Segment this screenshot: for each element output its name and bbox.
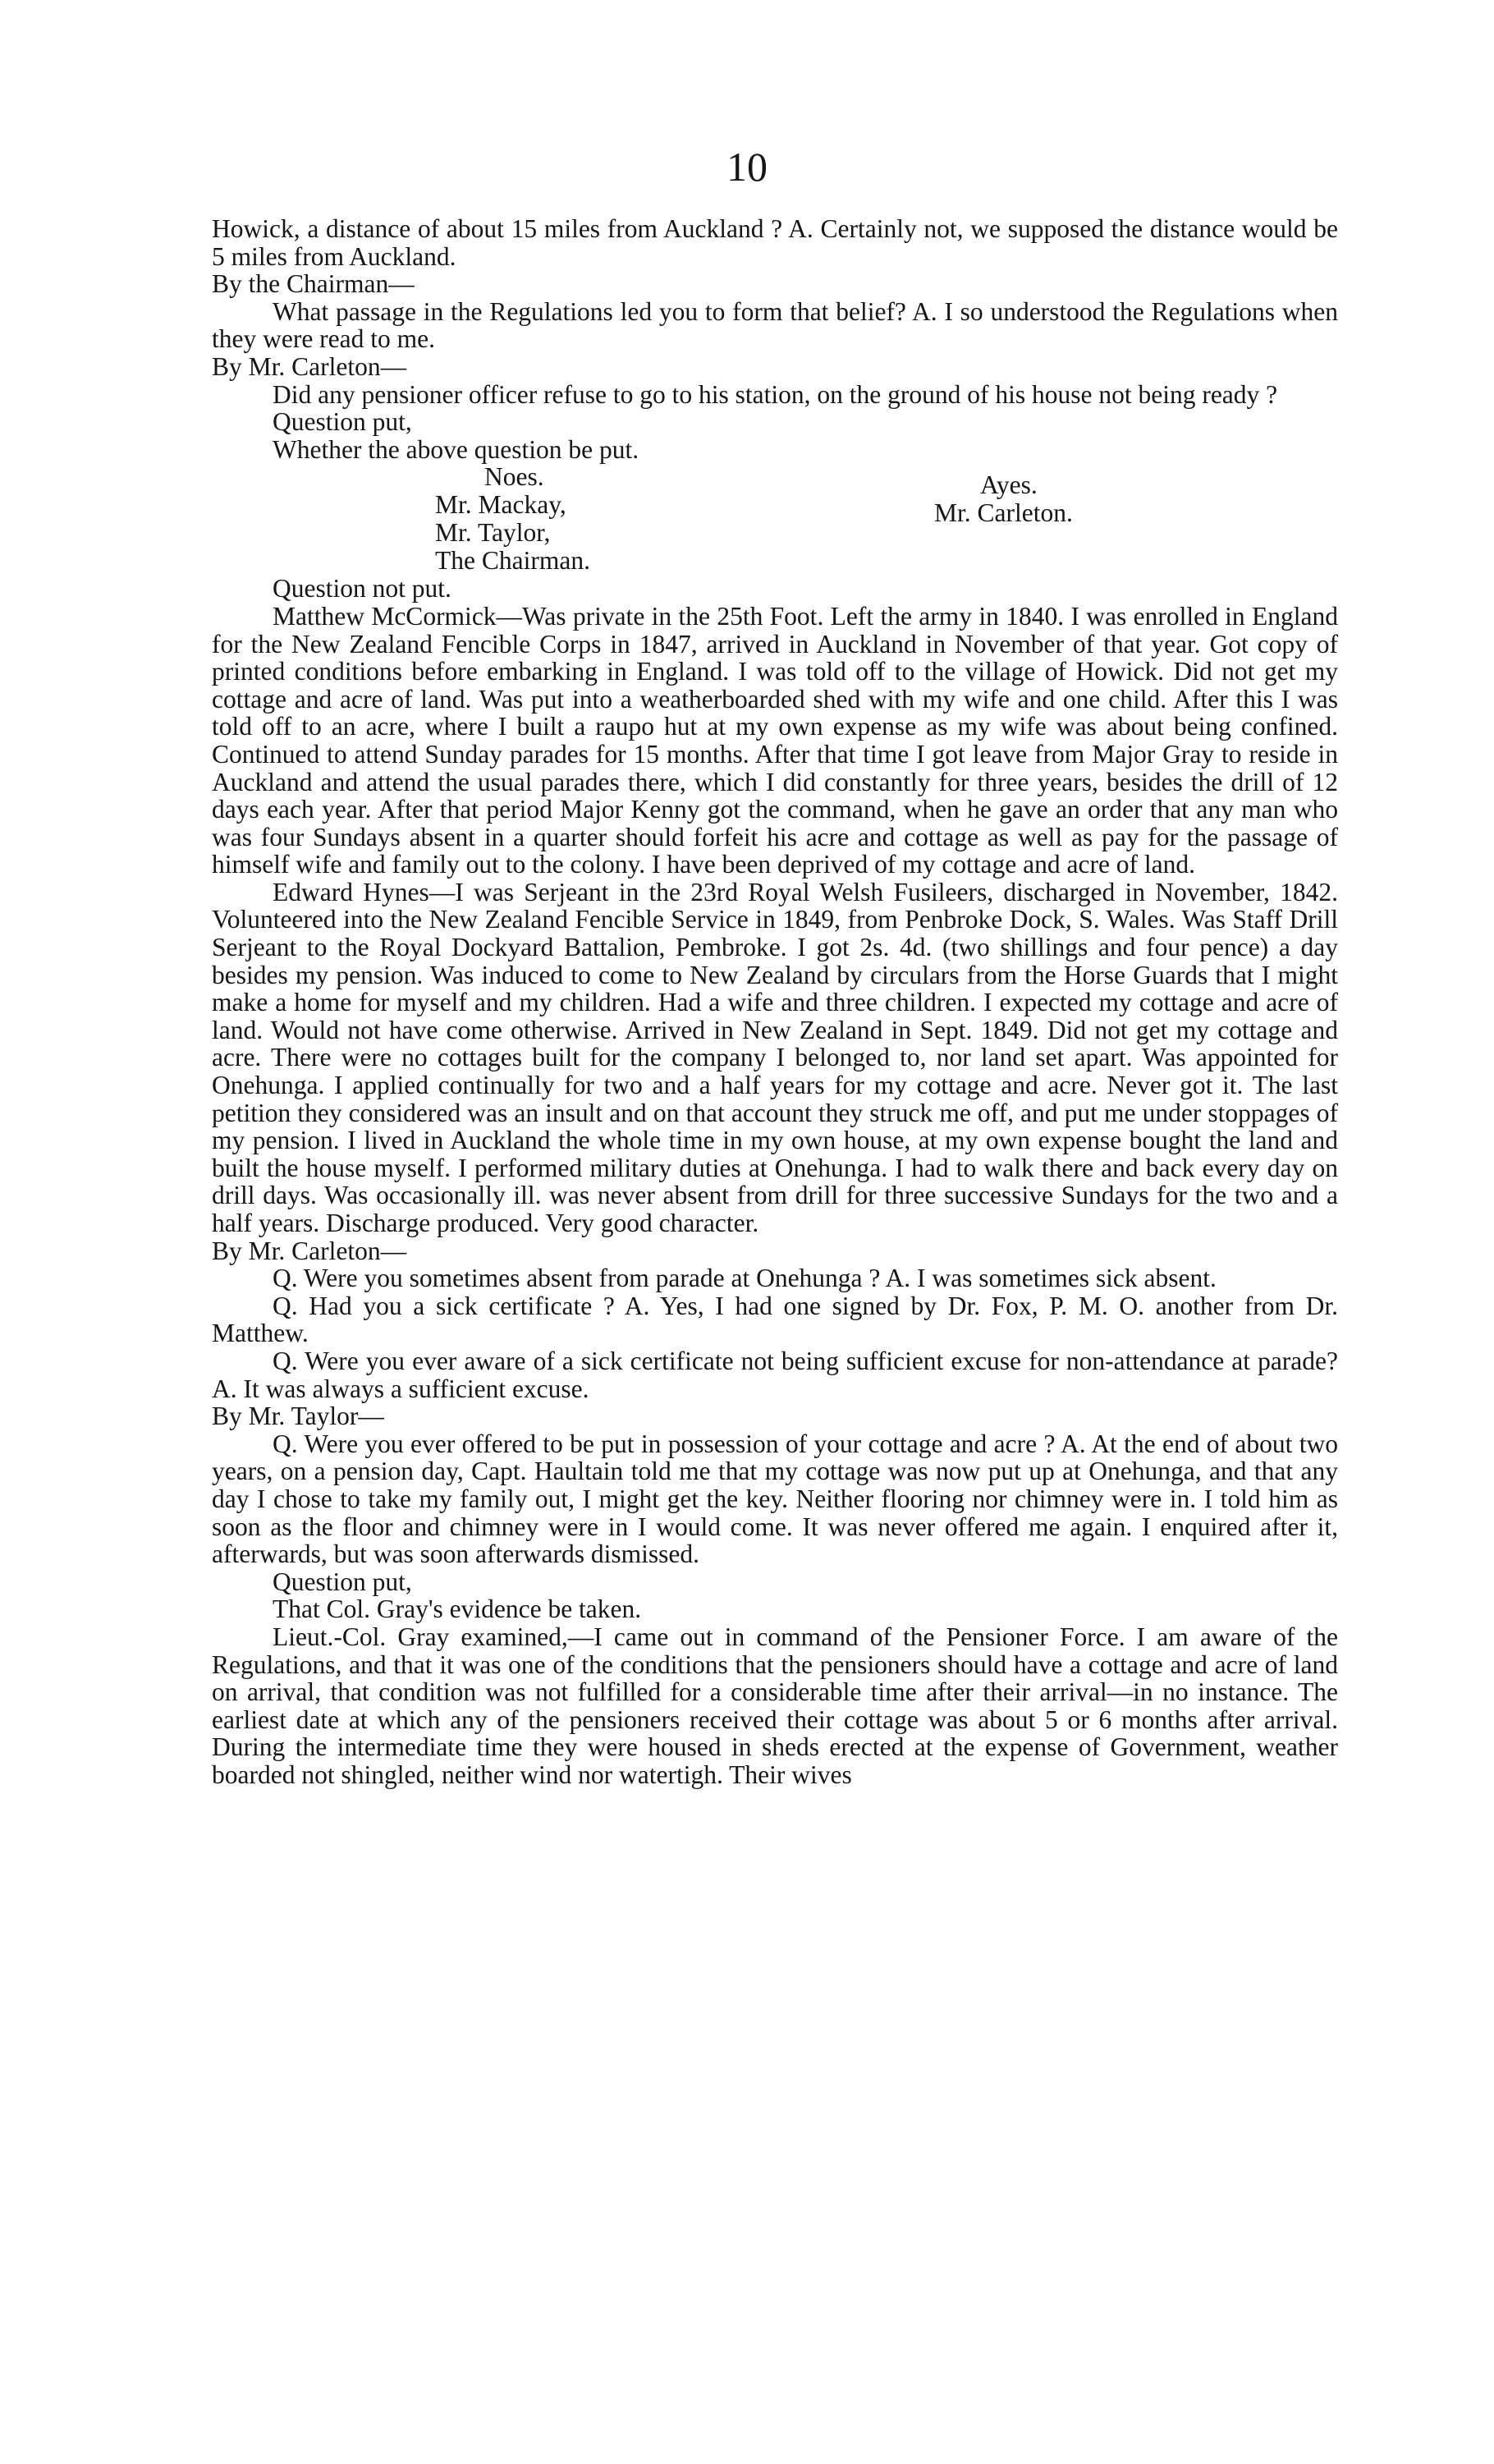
- testimony-paragraph: Edward Hynes—I was Serjeant in the 23rd Royal Welsh Fusileers, discharged in November, 1842. Volunteered into the New Zealand Fencible Service in 1849, from Penbroke Dock, S. Wales. Was Staff Drill Serjeant to the Royal Dockyard Battalion, Pembroke. I got 2s. 4d. (two shillings and four pence) a day besides my pension. Was induced to come to New Zealand by circulars from the Horse Guards that I might make a home for myself and my children. Had a wife and three children. I expected my cottage and acre of land. Would not have come otherwise. Arrived in New Zealand in Sept. 1849. Did not get my cottage and acre. There were no cottages built for the company I belonged to, nor land set apart. Was appointed for Onehunga. I applied continually for two and a half years for my cottage and acre. Never got it. The last petition they considered was an insult and on that account they struck me off, and put me under stoppages of my pension. I lived in Auckland the whole time in my own house, at my own expense bought the land and built the house myself. I performed military duties at Onehunga. I had to walk there and back every day on drill days. Was occasionally ill. was never absent from drill for three successive Sundays for the two and a half years. Discharge produced. Very good character.: [212, 877, 1338, 1237]
- noes-member: The Chairman.: [435, 546, 590, 576]
- question-paragraph: What passage in the Regulations led you to form that belief? A. I so understood the Regulations when they were read to me.: [212, 296, 1338, 354]
- noes-column: [435, 463, 763, 575]
- examiner-heading: By the Chairman—: [212, 269, 415, 299]
- division-list: [212, 463, 1338, 575]
- document-body: [212, 215, 1338, 1788]
- examiner-heading: By Mr. Taylor—: [212, 1402, 384, 1431]
- question-paragraph: Q. Were you ever offered to be put in possession of your cottage and acre ? A. At the end of about two years, on a pension day, Capt. Haultain told me that my cottage was now put up at Onehunga, and that any day I chose to take my family out, I might get the key. Neither flooring nor chimney were in. I told him as soon as the floor and chimney were in I would come. It was never offered me again. I enquired after it, afterwards, but was soon afterwards dismissed.: [212, 1429, 1338, 1569]
- page-number: 10: [726, 144, 768, 190]
- noes-member: Mr. Mackay,: [435, 490, 566, 520]
- motion-text: Question put,: [273, 1567, 412, 1596]
- answer-paragraph: Howick, a distance of about 15 miles from Auckland ? A. Certainly not, we supposed the distance would be 5 miles from Auckland.: [212, 214, 1338, 271]
- motion-text: That Col. Gray's evidence be taken.: [273, 1594, 642, 1624]
- noes-heading: Noes.: [484, 462, 544, 492]
- question-paragraph: Did any pensioner officer refuse to go to his station, on the ground of his house not being ready ?: [273, 379, 1278, 409]
- ayes-heading: Ayes.: [980, 470, 1038, 500]
- motion-text: Whether the above question be put.: [273, 434, 639, 464]
- noes-member: Mr. Taylor,: [435, 518, 551, 548]
- ayes-column: [934, 471, 1263, 527]
- motion-text: Question put,: [273, 407, 412, 437]
- examiner-heading: By Mr. Carleton—: [212, 1236, 407, 1265]
- testimony-paragraph: Matthew McCormick—Was private in the 25th Foot. Left the army in 1840. I was enrolled in England for the New Zealand Fencible Corps in 1847, arrived in Auckland in November of that year. Got copy of printed conditions before embarking in England. I was told off to the village of Howick. Did not get my cottage and acre of land. Was put into a weatherboarded shed with my wife and one child. After this I was told off to an acre, where I built a raupo hut at my own expense as my wife was about being confined. Continued to attend Sunday parades for 15 months. After that time I got leave from Major Gray to reside in Auckland and attend the usual parades there, which I did constantly for three years, besides the drill of 12 days each year. After that period Major Kenny got the command, when he gave an order that any man who was four Sundays absent in a quarter should forfeit his acre and cottage as well as pay for the passage of himself wife and family out to the colony. I have been deprived of my cottage and acre of land.: [212, 601, 1338, 879]
- question-paragraph: Q. Were you sometimes absent from parade at Onehunga ? A. I was sometimes sick absent.: [273, 1264, 1217, 1293]
- examiner-heading: By Mr. Carleton—: [212, 351, 407, 381]
- ayes-member: Mr. Carleton.: [934, 498, 1073, 528]
- question-paragraph: Q. Were you ever aware of a sick certificate not being sufficient excuse for non-attendance at parade? A. It was always a sufficient excuse.: [212, 1346, 1338, 1403]
- testimony-paragraph: Lieut.-Col. Gray examined,—I came out in command of the Pensioner Force. I am aware of the Regulations, and that it was one of the conditions that the pensioners should have a cottage and acre of land on arrival, that condition was not fulfilled for a considerable time after their arrival—in no instance. The earliest date at which any of the pensioners received their cottage was about 5 or 6 months after arrival. During the intermediate time they were housed in sheds erected at the expense of Government, weather boarded not shingled, neither wind nor watertigh. Their wives: [212, 1622, 1338, 1789]
- question-paragraph: Q. Had you a sick certificate ? A. Yes, I had one signed by Dr. Fox, P. M. O. another from Dr. Matthew.: [212, 1291, 1338, 1348]
- motion-result: Question not put.: [273, 574, 451, 603]
